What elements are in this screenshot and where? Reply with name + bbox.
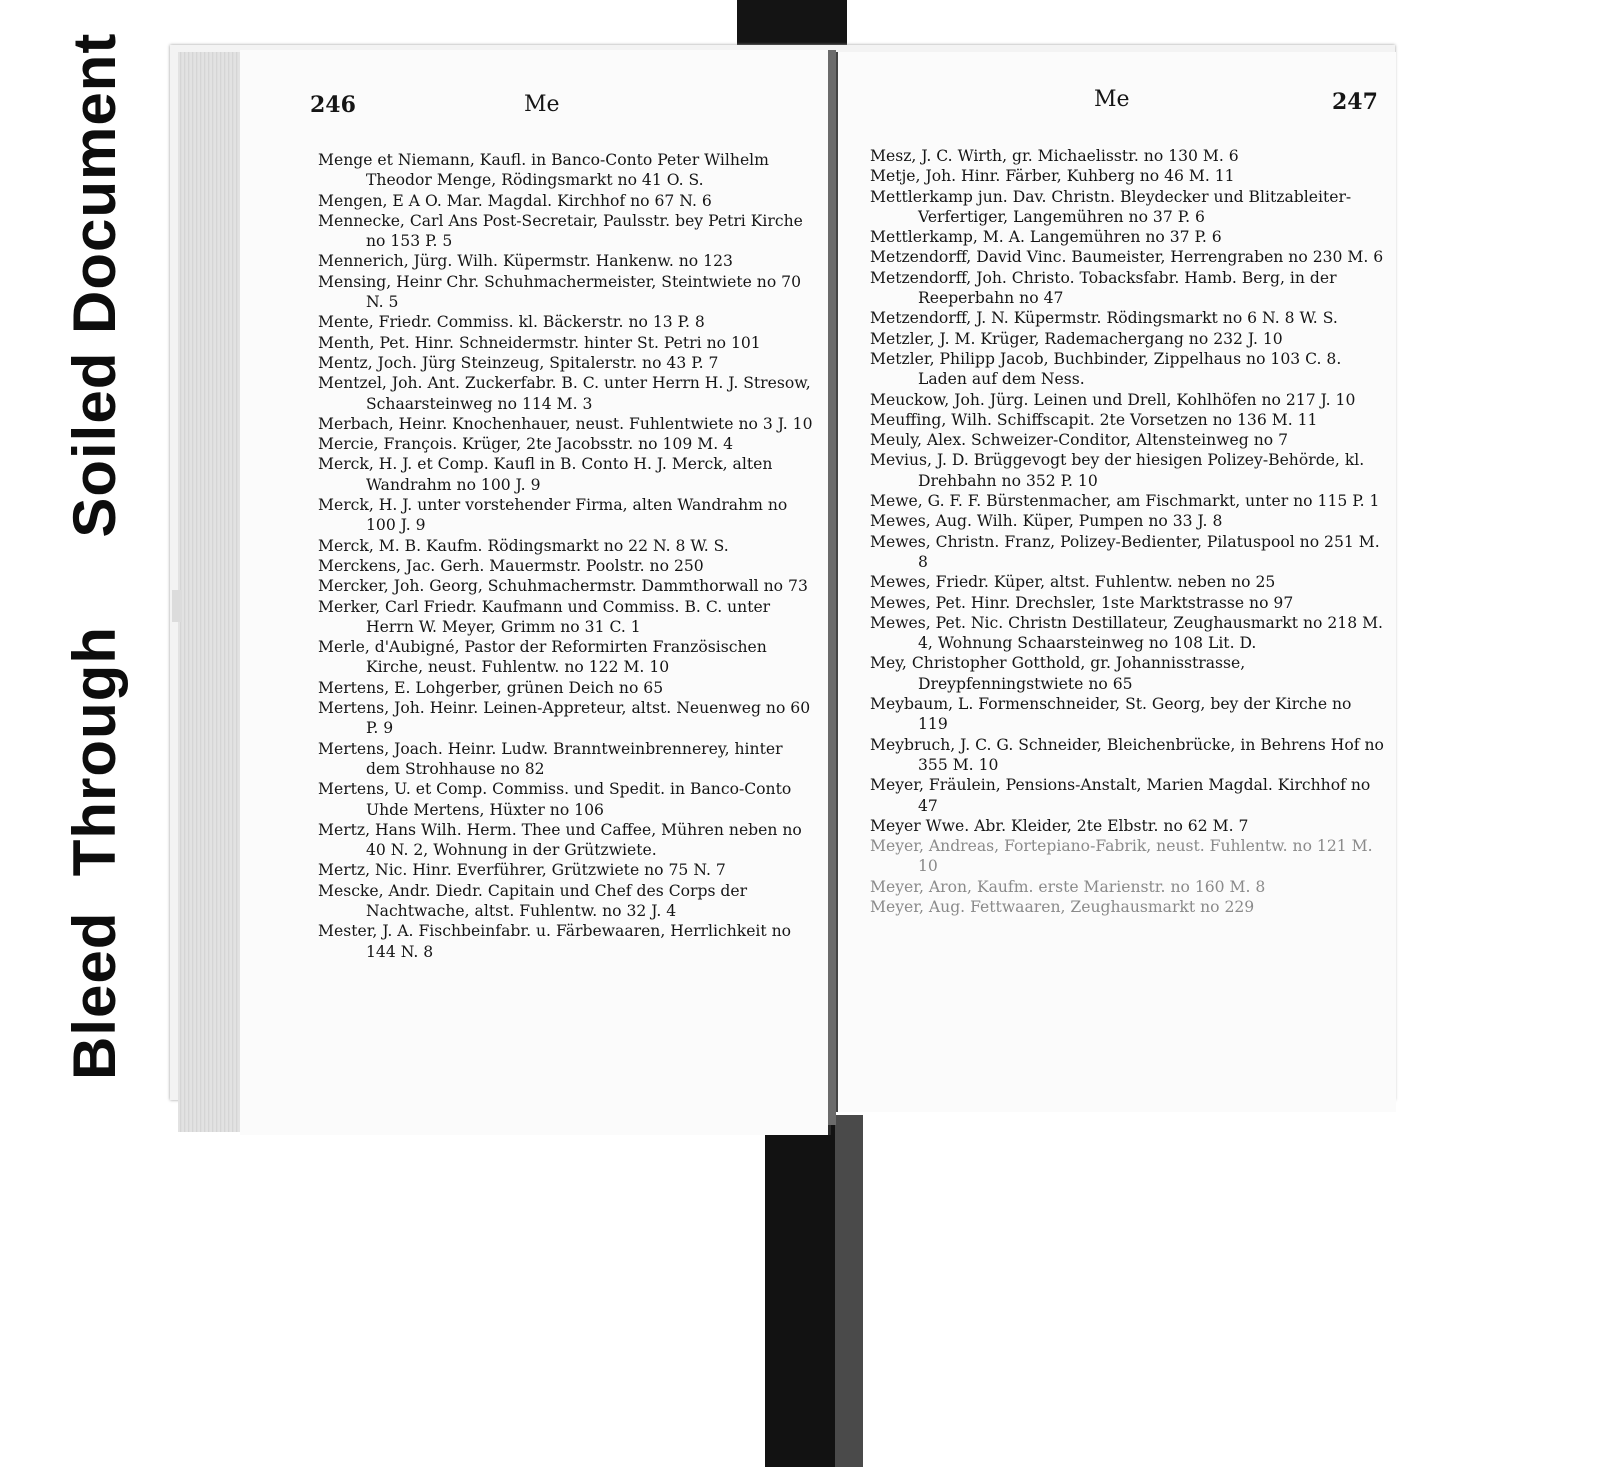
directory-entry: Metje, Joh. Hinr. Färber, Kuhberg no 46 M. 11 <box>870 167 1235 186</box>
directory-entry: Mettlerkamp, M. A. Langemühren no 37 P. 6 <box>870 228 1222 247</box>
directory-entry: Merbach, Heinr. Knochenhauer, neust. Fuhlentwiete no 3 J. 10 <box>318 414 813 433</box>
directory-entry: Meyer, Andreas, Fortepiano-Fabrik, neust. Fuhlentw. no 121 M. 10 <box>870 837 1373 876</box>
directory-entry: Mertens, E. Lohgerber, grünen Deich no 65 <box>318 678 664 697</box>
right-running-head: Me <box>1094 87 1130 112</box>
right-entries-list <box>870 146 1386 917</box>
left-running-head: Me <box>524 92 560 117</box>
left-page <box>240 50 831 1135</box>
directory-entry: Mertens, U. et Comp. Commiss. und Spedit. in Banco-Conto Uhde Mertens, Hüxter no 106 <box>318 780 792 819</box>
directory-entry: Mercker, Joh. Georg, Schuhmachermstr. Dammthorwall no 73 <box>318 577 808 596</box>
directory-entry: Mewes, Pet. Hinr. Drechsler, 1ste Marktstrasse no 97 <box>870 593 1294 612</box>
left-page-number: 246 <box>310 92 356 118</box>
directory-entry: Metzler, Philipp Jacob, Buchbinder, Zippelhaus no 103 C. 8. Laden auf dem Ness. <box>870 349 1342 389</box>
directory-entry: Meyer, Aron, Kaufm. erste Marienstr. no 160 M. 8 <box>870 877 1266 896</box>
directory-entry: Mensing, Heinr Chr. Schuhmachermeister, Steintwiete no 70 N. 5 <box>318 272 802 312</box>
directory-entry: Mevius, J. D. Brüggevogt bey der hiesigen Polizey-Behörde, kl. Drehbahn no 352 P. 10 <box>870 451 1365 490</box>
page-edges <box>178 52 248 1132</box>
right-page-number: 247 <box>1332 89 1378 115</box>
directory-entry: Mertz, Nic. Hinr. Everführer, Grützwiete no 75 N. 7 <box>318 861 726 880</box>
directory-entry: Merckens, Jac. Gerh. Mauermstr. Poolstr. no 250 <box>318 556 704 575</box>
directory-entry: Metzendorff, Joh. Christo. Tobacksfabr. Hamb. Berg, in der Reeperbahn no 47 <box>870 268 1337 308</box>
directory-entry: Meybaum, L. Formenschneider, St. Georg, bey der Kirche no 119 <box>870 695 1352 734</box>
directory-entry: Meyer, Fräulein, Pensions-Anstalt, Marien Magdal. Kirchhof no 47 <box>870 776 1371 815</box>
directory-entry: Meuly, Alex. Schweizer-Conditor, Altensteinweg no 7 <box>870 431 1289 450</box>
directory-entry: Merker, Carl Friedr. Kaufmann und Commiss. B. C. unter Herrn W. Meyer, Grimm no 31 C. 1 <box>318 597 771 636</box>
directory-entry: Mengen, E A O. Mar. Magdal. Kirchhof no 67 N. 6 <box>318 191 712 210</box>
directory-entry: Mettlerkamp jun. Dav. Christn. Bleydecker und Blitzableiter-Verfertiger, Langemühren no 37 P. 6 <box>870 187 1352 226</box>
directory-entry: Meyer Wwe. Abr. Kleider, 2te Elbstr. no 62 M. 7 <box>870 816 1249 835</box>
directory-entry: Meybruch, J. C. G. Schneider, Bleichenbrücke, in Behrens Hof no 355 M. 10 <box>870 735 1384 774</box>
directory-entry: Mertens, Joh. Heinr. Leinen-Appreteur, altst. Neuenweg no 60 P. 9 <box>318 699 811 738</box>
directory-entry: Mertens, Joach. Heinr. Ludw. Branntweinbrennerey, hinter dem Strohhause no 82 <box>318 739 783 778</box>
directory-entry: Mennecke, Carl Ans Post-Secretair, Paulsstr. bey Petri Kirche no 153 P. 5 <box>318 211 803 251</box>
directory-entry: Mentz, Joch. Jürg Steinzeug, Spitalerstr. no 43 P. 7 <box>318 353 719 372</box>
directory-entry: Mey, Christopher Gotthold, gr. Johannisstrasse, Dreypfenningstwiete no 65 <box>870 654 1246 693</box>
directory-entry: Mercie, François. Krüger, 2te Jacobsstr. no 109 M. 4 <box>318 435 734 454</box>
directory-entry: Mennerich, Jürg. Wilh. Küpermstr. Hankenw. no 123 <box>318 252 733 271</box>
directory-entry: Mewes, Christn. Franz, Polizey-Bedienter, Pilatuspool no 251 M. 8 <box>870 532 1380 571</box>
directory-entry: Mester, J. A. Fischbeinfabr. u. Färbewaaren, Herrlichkeit no 144 N. 8 <box>318 922 792 961</box>
right-page <box>836 52 1396 1112</box>
directory-entry: Merck, H. J. et Comp. Kaufl in B. Conto H. J. Merck, alten Wandrahm no 100 J. 9 <box>318 455 773 494</box>
directory-entry: Merck, M. B. Kaufm. Rödingsmarkt no 22 N. 8 W. S. <box>318 536 729 555</box>
directory-entry: Mewes, Pet. Nic. Christn Destillateur, Zeughausmarkt no 218 M. 4, Wohnung Schaarsteinweg no 108 Lit. D. <box>870 613 1384 653</box>
directory-entry: Meuckow, Joh. Jürg. Leinen und Drell, Kohlhöfen no 217 J. 10 <box>870 390 1356 409</box>
bleed-through-soiled-stamp: Bleed Through Soiled Document <box>61 32 128 1080</box>
directory-entry: Meuffing, Wilh. Schiffscapit. 2te Vorsetzen no 136 M. 11 <box>870 410 1318 429</box>
directory-entry: Mesz, J. C. Wirth, gr. Michaelisstr. no 130 M. 6 <box>870 147 1239 165</box>
directory-entry: Merck, H. J. unter vorstehender Firma, alten Wandrahm no 100 J. 9 <box>318 496 788 535</box>
directory-entry: Merle, d'Aubigné, Pastor der Reformirten Französischen Kirche, neust. Fuhlentw. no 122 M. 10 <box>318 638 767 677</box>
directory-entry: Mentzel, Joh. Ant. Zuckerfabr. B. C. unter Herrn H. J. Stresow, Schaarsteinweg no 114 M. 3 <box>318 374 811 413</box>
directory-entry: Mewes, Aug. Wilh. Küper, Pumpen no 33 J. 8 <box>870 512 1223 531</box>
directory-entry: Meyer, Aug. Fettwaaren, Zeughausmarkt no 229 <box>870 897 1255 916</box>
directory-entry: Mescke, Andr. Diedr. Capitain und Chef des Corps der Nachtwache, altst. Fuhlentw. no 32 J. 4 <box>318 881 748 920</box>
page-tab <box>172 590 182 622</box>
directory-entry: Metzendorff, David Vinc. Baumeister, Herrengraben no 230 M. 6 <box>870 248 1384 267</box>
directory-entry: Metzendorff, J. N. Küpermstr. Rödingsmarkt no 6 N. 8 W. S. <box>870 309 1338 328</box>
ribbon-top <box>737 0 847 50</box>
book-gutter <box>828 50 836 1125</box>
left-entries-list <box>318 150 818 962</box>
directory-entry: Menth, Pet. Hinr. Schneidermstr. hinter St. Petri no 101 <box>318 333 761 352</box>
directory-entry: Mente, Friedr. Commiss. kl. Bäckerstr. no 13 P. 8 <box>318 313 705 332</box>
ribbon-bottom <box>765 1115 863 1467</box>
directory-entry: Metzler, J. M. Krüger, Rademachergang no 232 J. 10 <box>870 329 1283 348</box>
directory-entry: Mewe, G. F. F. Bürstenmacher, am Fischmarkt, unter no 115 P. 1 <box>870 492 1380 511</box>
directory-entry: Menge et Niemann, Kaufl. in Banco-Conto Peter Wilhelm Theodor Menge, Rödingsmarkt no 41 O. S. <box>318 151 769 190</box>
directory-entry: Mewes, Friedr. Küper, altst. Fuhlentw. neben no 25 <box>870 573 1276 592</box>
directory-entry: Mertz, Hans Wilh. Herm. Thee und Caffee, Mühren neben no 40 N. 2, Wohnung in der Grützwiete. <box>318 820 802 860</box>
